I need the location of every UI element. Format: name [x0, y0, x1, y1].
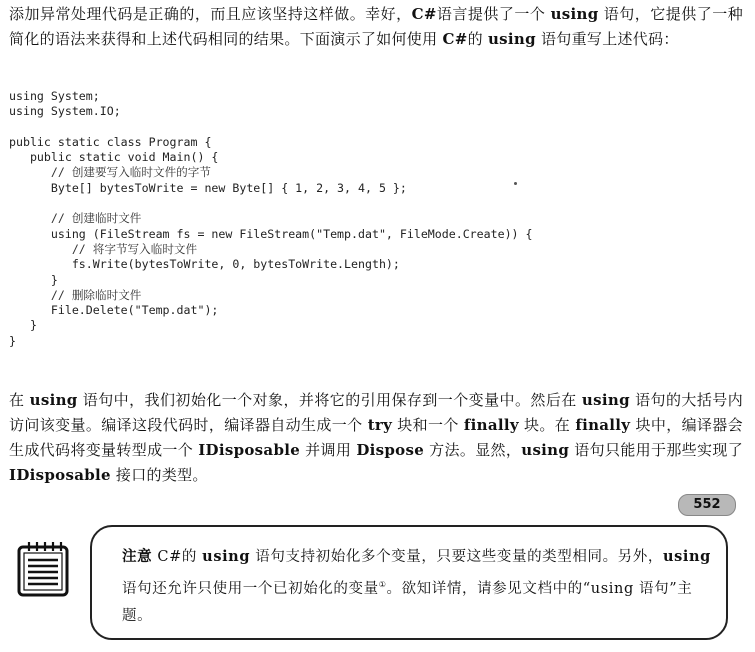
explain-text-3: 语句的大括号内访问该变量。编译这段代码时，编译器自动生成一个: [9, 391, 743, 434]
explain-keyword-dispose: Dispose: [356, 441, 425, 459]
intro-paragraph: [9, 2, 743, 52]
code-line: using System.IO;: [9, 104, 121, 119]
intro-text-5: 语句重写上述代码：: [535, 30, 679, 48]
note-box: [90, 525, 728, 640]
explain-keyword-idisposable-2: IDisposable: [9, 466, 111, 484]
explain-keyword-finally-1: finally: [463, 416, 519, 434]
note-text-1: C#的: [152, 549, 203, 565]
explain-text-2: 语句中，我们初始化一个对象，并将它的引用保存到一个变量中。然后在: [77, 391, 582, 409]
note-label: 注意: [122, 548, 153, 565]
explain-keyword-finally-2: finally: [575, 416, 631, 434]
explain-text-9: 语句只能用于那些实现了: [569, 441, 744, 459]
note-keyword-using-3: using: [590, 581, 634, 597]
code-line: Byte[] bytesToWrite = new Byte[] { 1, 2, 3, 4, 5 };: [9, 180, 407, 195]
code-listing: [9, 89, 749, 349]
intro-keyword-using-2: using: [487, 30, 536, 48]
explain-text-6: 块中，编译器会生成代码将变量转型成一个: [9, 416, 743, 459]
note-keyword-using-2: using: [663, 548, 711, 565]
code-line: }: [9, 333, 16, 348]
explain-keyword-using-1: using: [29, 391, 78, 409]
explain-keyword-try: try: [367, 416, 393, 434]
code-line: // 创建临时文件: [9, 211, 142, 226]
note-text-4: 。欲知详情，请参见文档中的“: [386, 581, 591, 597]
code-line: public static void Main() {: [9, 150, 219, 165]
explain-keyword-idisposable-1: IDisposable: [198, 441, 301, 459]
explain-text-5: 块。在: [518, 416, 576, 434]
code-line: using System;: [9, 89, 100, 103]
note-keyword-using-1: using: [202, 548, 251, 565]
intro-text-2: 语言提供了一个: [436, 5, 551, 23]
scan-speck: [514, 182, 517, 185]
code-line: [9, 196, 749, 211]
code-line: public static class Program {: [9, 134, 212, 149]
code-line: // 创建要写入临时文件的字节: [9, 165, 211, 180]
explain-text-7: 并调用: [300, 441, 357, 459]
code-line: using (FileStream fs = new FileStream("Temp.dat", FileMode.Create)) {: [9, 226, 533, 241]
code-line: fs.Write(bytesToWrite, 0, bytesToWrite.Length);: [9, 257, 400, 272]
notepad-icon: [16, 540, 70, 598]
explain-keyword-using-3: using: [521, 441, 570, 459]
code-line: // 删除临时文件: [9, 287, 142, 302]
explain-text-10: 接口的类型。: [110, 466, 208, 484]
intro-text-4: 的: [467, 30, 488, 48]
code-line: [9, 120, 749, 135]
explain-keyword-using-2: using: [581, 391, 630, 409]
footnote-marker[interactable]: ①: [378, 580, 387, 589]
code-line: }: [9, 318, 37, 333]
code-line: File.Delete("Temp.dat");: [9, 303, 219, 318]
intro-text-1: 添加异常处理代码是正确的，而且应该坚持这样做。幸好，: [9, 5, 412, 23]
page-number-badge: 552: [678, 494, 736, 516]
intro-text-3: 语句，它提供了一种简化的语法来获得和上述代码相同的结果。下面演示了如何使用: [9, 5, 743, 48]
note-text-3: 语句还允许只使用一个已初始化的变量: [122, 581, 379, 597]
code-line: }: [9, 272, 58, 287]
explain-text-8: 方法。显然，: [424, 441, 522, 459]
intro-csharp-2: C#: [442, 30, 468, 48]
code-line: // 将字节写入临时文件: [9, 241, 198, 256]
explain-text-1: 在: [9, 391, 30, 409]
note-text-2: 语句支持初始化多个变量，只要这些变量的类型相同。另外，: [250, 549, 663, 565]
explanation-paragraph: [9, 388, 743, 488]
note-text-5: 语句”主题。: [122, 581, 693, 624]
note-text: [122, 543, 712, 630]
explain-text-4: 块和一个: [392, 416, 464, 434]
intro-csharp-1: C#: [411, 5, 437, 23]
intro-keyword-using-1: using: [550, 5, 599, 23]
